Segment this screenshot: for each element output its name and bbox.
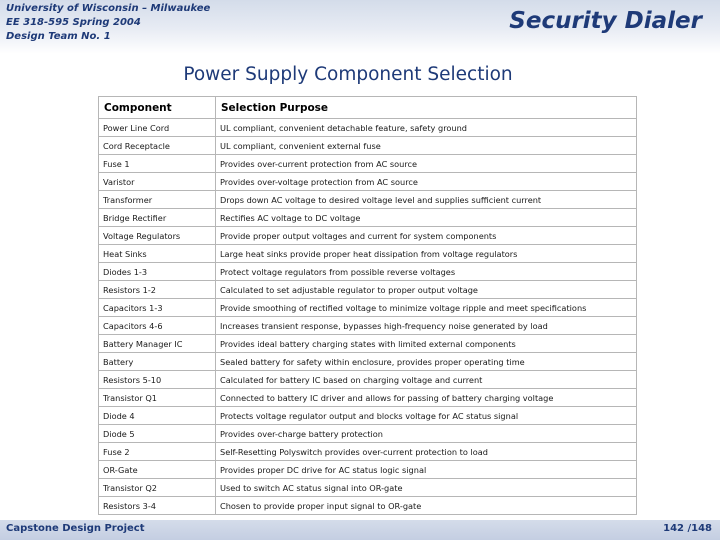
table-row bbox=[99, 281, 637, 299]
component-cell: Voltage Regulators bbox=[99, 227, 216, 245]
component-cell: Transistor Q1 bbox=[99, 389, 216, 407]
component-cell: OR-Gate bbox=[99, 461, 216, 479]
table-row bbox=[99, 119, 637, 137]
table-row bbox=[99, 191, 637, 209]
purpose-cell: Rectifies AC voltage to DC voltage bbox=[216, 209, 637, 227]
table-row bbox=[99, 317, 637, 335]
component-cell: Diode 4 bbox=[99, 407, 216, 425]
brand-title: Security Dialer bbox=[509, 8, 702, 34]
table-row bbox=[99, 209, 637, 227]
purpose-cell: Provides over-charge battery protection bbox=[216, 425, 637, 443]
column-header-component: Component bbox=[99, 97, 216, 119]
purpose-cell: Provides proper DC drive for AC status logic signal bbox=[216, 461, 637, 479]
purpose-cell: Provide smoothing of rectified voltage to minimize voltage ripple and meet specifications bbox=[216, 299, 637, 317]
component-cell: Transistor Q2 bbox=[99, 479, 216, 497]
table-row bbox=[99, 389, 637, 407]
component-cell: Transformer bbox=[99, 191, 216, 209]
purpose-cell: Large heat sinks provide proper heat dissipation from voltage regulators bbox=[216, 245, 637, 263]
component-cell: Resistors 3-4 bbox=[99, 497, 216, 515]
column-header-purpose: Selection Purpose bbox=[216, 97, 637, 119]
purpose-cell: Provides ideal battery charging states with limited external components bbox=[216, 335, 637, 353]
component-cell: Bridge Rectifier bbox=[99, 209, 216, 227]
component-cell: Battery Manager IC bbox=[99, 335, 216, 353]
table-row bbox=[99, 479, 637, 497]
university-name: University of Wisconsin – Milwaukee bbox=[6, 3, 211, 14]
purpose-cell: Protects voltage regulator output and blocks voltage for AC status signal bbox=[216, 407, 637, 425]
course-info bbox=[6, 2, 210, 44]
table-row bbox=[99, 443, 637, 461]
component-cell: Diode 5 bbox=[99, 425, 216, 443]
component-cell: Resistors 1-2 bbox=[99, 281, 216, 299]
purpose-cell: Provides over-voltage protection from AC source bbox=[216, 173, 637, 191]
component-cell: Fuse 1 bbox=[99, 155, 216, 173]
purpose-cell: Provide proper output voltages and current for system components bbox=[216, 227, 637, 245]
table-row bbox=[99, 263, 637, 281]
purpose-cell: Self-Resetting Polyswitch provides over-current protection to load bbox=[216, 443, 637, 461]
table-row bbox=[99, 137, 637, 155]
team-name: Design Team No. 1 bbox=[6, 31, 111, 42]
component-cell: Varistor bbox=[99, 173, 216, 191]
footer-band bbox=[0, 520, 720, 540]
table-row bbox=[99, 245, 637, 263]
component-table bbox=[98, 96, 637, 515]
purpose-cell: UL compliant, convenient detachable feature, safety ground bbox=[216, 119, 637, 137]
purpose-cell: Drops down AC voltage to desired voltage level and supplies sufficient current bbox=[216, 191, 637, 209]
component-cell: Capacitors 1-3 bbox=[99, 299, 216, 317]
purpose-cell: UL compliant, convenient external fuse bbox=[216, 137, 637, 155]
footer-project-name: Capstone Design Project bbox=[6, 523, 145, 534]
purpose-cell: Calculated for battery IC based on charging voltage and current bbox=[216, 371, 637, 389]
purpose-cell: Sealed battery for safety within enclosure, provides proper operating time bbox=[216, 353, 637, 371]
purpose-cell: Calculated to set adjustable regulator to proper output voltage bbox=[216, 281, 637, 299]
purpose-cell: Connected to battery IC driver and allows for passing of battery charging voltage bbox=[216, 389, 637, 407]
component-cell: Diodes 1-3 bbox=[99, 263, 216, 281]
table-row bbox=[99, 155, 637, 173]
purpose-cell: Provides over-current protection from AC source bbox=[216, 155, 637, 173]
table-row bbox=[99, 299, 637, 317]
table-row bbox=[99, 335, 637, 353]
component-cell: Resistors 5-10 bbox=[99, 371, 216, 389]
course-term: EE 318-595 Spring 2004 bbox=[6, 17, 141, 28]
table-row bbox=[99, 353, 637, 371]
component-cell: Heat Sinks bbox=[99, 245, 216, 263]
purpose-cell: Used to switch AC status signal into OR-gate bbox=[216, 479, 637, 497]
purpose-cell: Protect voltage regulators from possible reverse voltages bbox=[216, 263, 637, 281]
table-row bbox=[99, 227, 637, 245]
table-row bbox=[99, 425, 637, 443]
table-header-row bbox=[99, 97, 637, 119]
header-band bbox=[0, 0, 720, 54]
table-row bbox=[99, 497, 637, 515]
component-cell: Cord Receptacle bbox=[99, 137, 216, 155]
table-row bbox=[99, 461, 637, 479]
purpose-cell: Increases transient response, bypasses high-frequency noise generated by load bbox=[216, 317, 637, 335]
table-row bbox=[99, 371, 637, 389]
table-row bbox=[99, 407, 637, 425]
component-cell: Battery bbox=[99, 353, 216, 371]
component-cell: Capacitors 4-6 bbox=[99, 317, 216, 335]
slide-title: Power Supply Component Selection bbox=[183, 64, 513, 85]
table-body bbox=[99, 119, 637, 515]
page-number: 142 /148 bbox=[663, 523, 712, 534]
component-cell: Fuse 2 bbox=[99, 443, 216, 461]
component-cell: Power Line Cord bbox=[99, 119, 216, 137]
purpose-cell: Chosen to provide proper input signal to OR-gate bbox=[216, 497, 637, 515]
table-row bbox=[99, 173, 637, 191]
